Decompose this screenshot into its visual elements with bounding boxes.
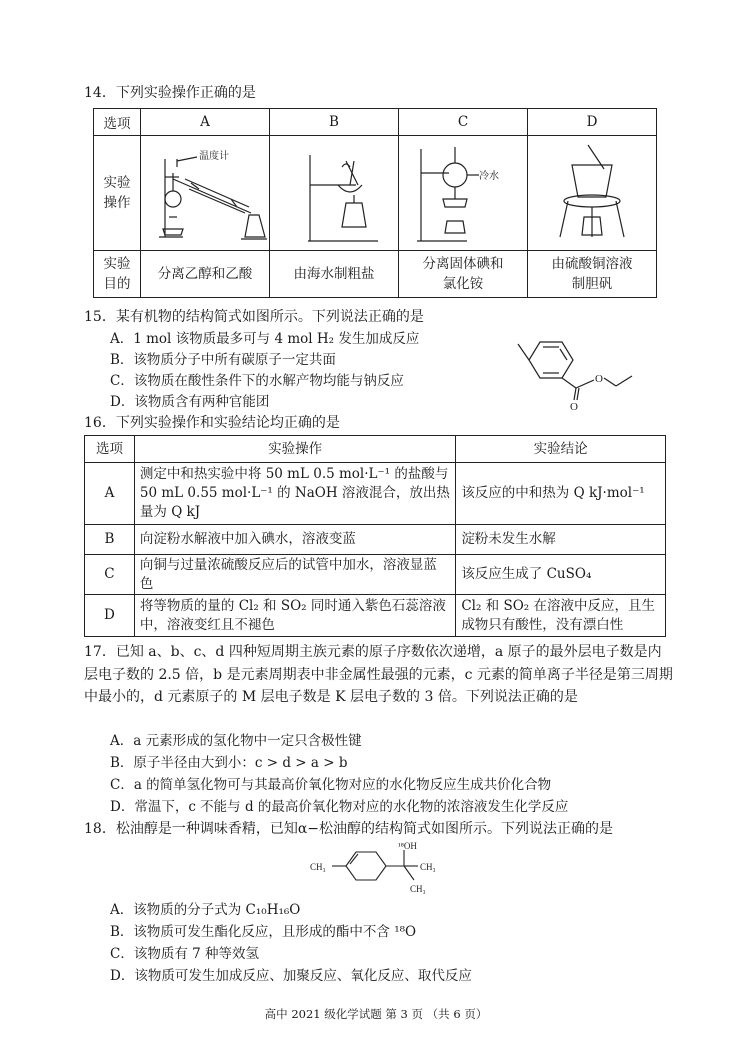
apparatus-b-cell — [270, 136, 399, 251]
q16-row-a-operation: 测定中和热实验中将 50 mL 0.5 mol·L⁻¹ 的盐酸与 50 mL 0.55 mol·L⁻¹ 的 NaOH 溶液混合，放出热量为 Q kJ — [134, 463, 455, 525]
q16-head-operation: 实验操作 — [134, 436, 455, 463]
q16-row-d-operation: 将等物质的量的 Cl₂ 和 SO₂ 同时通入紫色石蕊溶液中，溶液变红且不褪色 — [134, 595, 455, 637]
q17-option-b: B．原子半径由大到小：c > d > a > b — [110, 755, 348, 771]
q15-option-c: C．该物质在酸性条件下的水解产物均能与钠反应 — [110, 373, 404, 389]
q16-row-b-operation: 向淀粉水解液中加入碘水，溶液变蓝 — [134, 525, 455, 555]
q18-option-b: B．该物质可发生酯化反应，且形成的酯中不含 ¹⁸O — [110, 924, 417, 940]
q16-row-c-conclusion: 该反应生成了 CuSO₄ — [456, 555, 666, 595]
page-footer: 高中 2021 级化学试题 第 3 页 （共 6 页） — [264, 1007, 488, 1021]
q18-option-d: D．该物质可发生加成反应、加聚反应、氧化反应、取代反应 — [110, 968, 472, 984]
q14-head-option: 选项 — [94, 109, 141, 136]
q16-row-d-option: D — [85, 595, 135, 637]
ch3-right-label: CH₃ — [420, 862, 436, 872]
table-row — [85, 463, 666, 525]
oh-label: ¹⁸OH — [398, 841, 417, 851]
terpineol-structure — [310, 840, 460, 900]
q16-head-conclusion: 实验结论 — [456, 436, 666, 463]
q14-head-c: C — [399, 109, 528, 136]
apparatus-d-cell — [528, 136, 657, 251]
ester-o-label: O — [595, 373, 603, 385]
apparatus-a-cell — [141, 136, 270, 251]
q15-title: 15．某有机物的结构简式如图所示。下列说法正确的是 — [84, 309, 424, 325]
q16-row-c-operation: 向铜与过量浓硫酸反应后的试管中加水，溶液显蓝色 — [134, 555, 455, 595]
q15-option-b: B．该物质分子中所有碳原子一定共面 — [110, 352, 336, 368]
crystallization-apparatus-icon — [528, 137, 656, 249]
q14-goal-label: 实验 目的 — [94, 251, 141, 298]
q16-row-c-option: C — [85, 555, 135, 595]
distillation-apparatus-icon — [141, 137, 269, 249]
q18-title: 18．松油醇是一种调味香精，已知α−松油醇的结构简式如图所示。下列说法正确的是 — [84, 821, 613, 837]
q14-title: 14．下列实验操作正确的是 — [84, 85, 256, 101]
q17-option-c: C．a 的简单氢化物可与其最高价氧化物对应的水化物反应生成共价化合物 — [110, 777, 552, 793]
q16-head-option: 选项 — [85, 436, 135, 463]
evaporation-apparatus-icon — [270, 137, 398, 249]
q17-stem: 17．已知 a、b、c、d 四种短周期主族元素的原子序数依次递增，a 原子的最外层电子数是内层电子数的 2.5 倍，b 是元素周期表中非金属性最强的元素，c 元素的简单离子半径是第三周期中最小的，d 元素原子的 M 层电子数是 K 层电子数的 3 倍。下列说法正确的是 — [84, 644, 673, 705]
q14-table — [93, 108, 657, 298]
table-row — [85, 595, 666, 637]
carbonyl-o-label: O — [570, 401, 578, 412]
q15-option-a: A．1 mol 该物质最多可与 4 mol H₂ 发生加成反应 — [110, 331, 420, 347]
q17-option-a: A．a 元素形成的氢化物中一定只含极性键 — [110, 733, 362, 749]
q18-option-c: C．该物质有 7 种等效氢 — [110, 946, 260, 962]
q14-goal-d: 由硫酸铜溶液 制胆矾 — [528, 251, 657, 298]
q16-row-b-conclusion: 淀粉未发生水解 — [456, 525, 666, 555]
ethyl-p-toluate-structure — [510, 330, 640, 412]
q16-row-d-conclusion: Cl₂ 和 SO₂ 在溶液中反应，且生成物只有酸性，没有漂白性 — [456, 595, 666, 637]
q14-goal-a: 分离乙醇和乙酸 — [141, 251, 270, 298]
cold-water-label: 冷水 — [479, 171, 499, 182]
q14-head-a: A — [141, 109, 270, 136]
q16-row-b-option: B — [85, 525, 135, 555]
q16-row-a-conclusion: 该反应的中和热为 Q kJ·mol⁻¹ — [456, 463, 666, 525]
q14-goal-b: 由海水制粗盐 — [270, 251, 399, 298]
table-row — [85, 555, 666, 595]
q15-option-d: D．该物质含有两种官能团 — [110, 394, 270, 410]
q14-head-d: D — [528, 109, 657, 136]
q16-title: 16．下列实验操作和实验结论均正确的是 — [84, 415, 340, 431]
q14-op-label: 实验 操作 — [94, 136, 141, 251]
ch3-bottom-label: CH₃ — [410, 884, 426, 894]
q18-option-a: A．该物质的分子式为 C₁₀H₁₆O — [110, 902, 301, 918]
ch3-left-label: CH₃ — [310, 862, 326, 872]
q16-row-a-option: A — [85, 463, 135, 525]
table-row — [85, 525, 666, 555]
q17-option-d: D．常温下，c 不能与 d 的最高价氧化物对应的水化物的浓溶液发生化学反应 — [110, 799, 569, 815]
q14-head-b: B — [270, 109, 399, 136]
apparatus-c-cell — [399, 136, 528, 251]
thermometer-label: 温度计 — [199, 151, 229, 162]
sublimation-apparatus-icon — [399, 137, 527, 249]
q16-table — [84, 435, 666, 637]
q14-goal-c: 分离固体碘和 氯化铵 — [399, 251, 528, 298]
